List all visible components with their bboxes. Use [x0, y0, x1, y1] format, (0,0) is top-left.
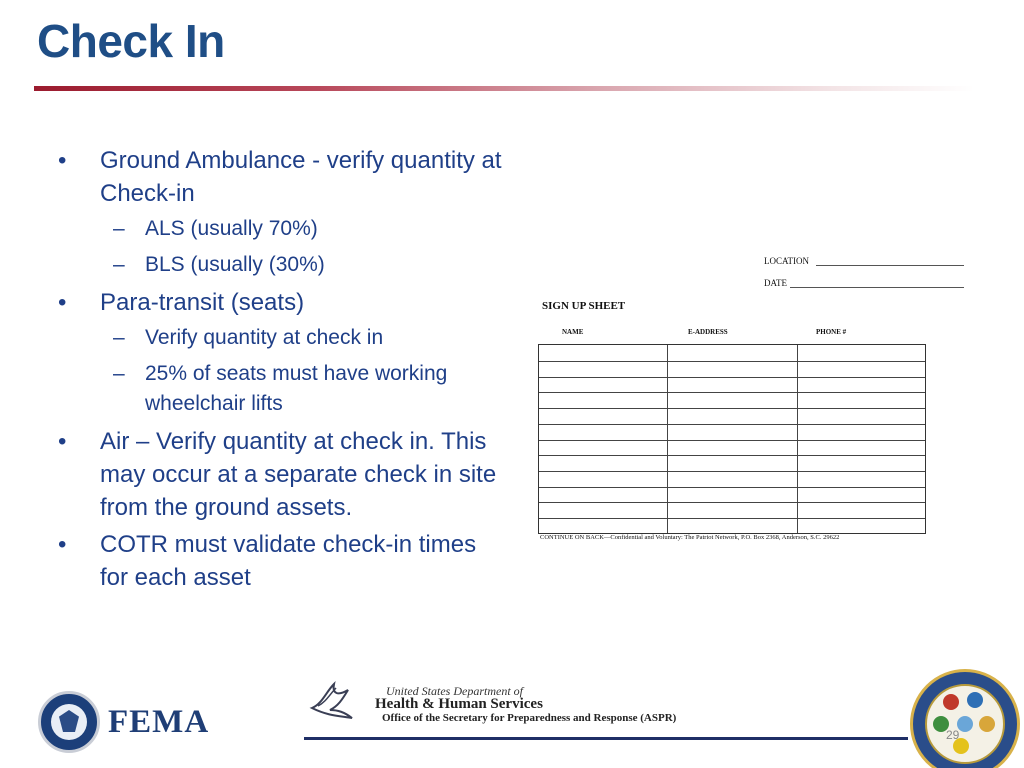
grid-row-line: [539, 377, 925, 378]
signup-grid: [538, 344, 926, 534]
slide-page-number: 29: [946, 728, 960, 742]
bullet-text: Air – Verify quantity at check in. This may occur at a separate check in site from the ground assets.: [100, 428, 497, 521]
hhs-eagle-icon: [308, 678, 356, 722]
bullet-item: [58, 144, 508, 210]
dhs-seal-icon: [38, 691, 100, 753]
sub-bullet-text: 25% of seats must have working wheelchair lifts: [145, 362, 448, 415]
fema-logo-text: FEMA: [108, 704, 210, 740]
sub-bullet-text: Verify quantity at check in: [145, 326, 384, 349]
bullet-glyph: •: [58, 428, 67, 455]
grid-row-line: [539, 408, 925, 409]
bullet-item: [58, 286, 508, 319]
bullet-item: [58, 528, 488, 594]
date-label: DATE: [764, 278, 787, 288]
signup-sheet-image: [536, 250, 968, 550]
bullet-glyph: •: [58, 147, 67, 174]
bullet-item: [58, 425, 508, 524]
sub-bullet-glyph: –: [113, 217, 125, 240]
bullet-glyph: •: [58, 531, 67, 558]
sub-bullet-glyph: –: [113, 326, 125, 349]
column-header: E-ADDRESS: [688, 328, 728, 336]
slide-title: Check In: [37, 15, 225, 67]
bullet-text: Para-transit (seats): [100, 289, 305, 316]
column-header: PHONE #: [816, 328, 847, 336]
grid-row-line: [539, 392, 925, 393]
sub-bullet-item: [58, 323, 508, 353]
date-line: [790, 287, 964, 288]
location-label: LOCATION: [764, 256, 809, 266]
grid-row-line: [539, 455, 925, 456]
grid-column-line: [667, 345, 668, 533]
grid-row-line: [539, 502, 925, 503]
sub-bullet-glyph: –: [113, 362, 125, 385]
hhs-line-2: Health & Human Services: [375, 696, 543, 712]
grid-row-line: [539, 518, 925, 519]
title-divider: [34, 86, 974, 91]
grid-row-line: [539, 361, 925, 362]
bullet-list: [58, 144, 508, 598]
location-line: [816, 265, 964, 266]
sub-bullet-item: [58, 250, 508, 280]
sub-bullet-glyph: –: [113, 253, 125, 276]
footer-rule: [304, 737, 908, 740]
sub-bullet-text: BLS (usually (30%): [145, 253, 325, 276]
column-header: NAME: [562, 328, 584, 336]
sub-bullet-item: [58, 359, 458, 419]
sub-bullet-text: ALS (usually 70%): [145, 217, 318, 240]
grid-row-line: [539, 487, 925, 488]
sheet-heading: SIGN UP SHEET: [542, 300, 626, 312]
bullet-text: COTR must validate check-in times for each asset: [100, 531, 477, 591]
hhs-line-1: United States Department of: [386, 684, 523, 698]
hhs-line-3: Office of the Secretary for Preparedness and Response (ASPR): [382, 712, 677, 724]
grid-row-line: [539, 471, 925, 472]
sheet-footer-note: CONTINUE ON BACK—Confidential and Voluntary: The Patriot Network, P.O. Box 2368, Anderson, S.C. 29622: [540, 534, 840, 541]
bullet-glyph: •: [58, 289, 67, 316]
grid-row-line: [539, 440, 925, 441]
slide-footer: [0, 664, 1024, 768]
aspr-seal-icon: [910, 669, 1020, 768]
sub-bullet-item: [58, 214, 508, 244]
bullet-text: Ground Ambulance - verify quantity at Check-in: [100, 147, 502, 207]
grid-column-line: [797, 345, 798, 533]
grid-row-line: [539, 424, 925, 425]
